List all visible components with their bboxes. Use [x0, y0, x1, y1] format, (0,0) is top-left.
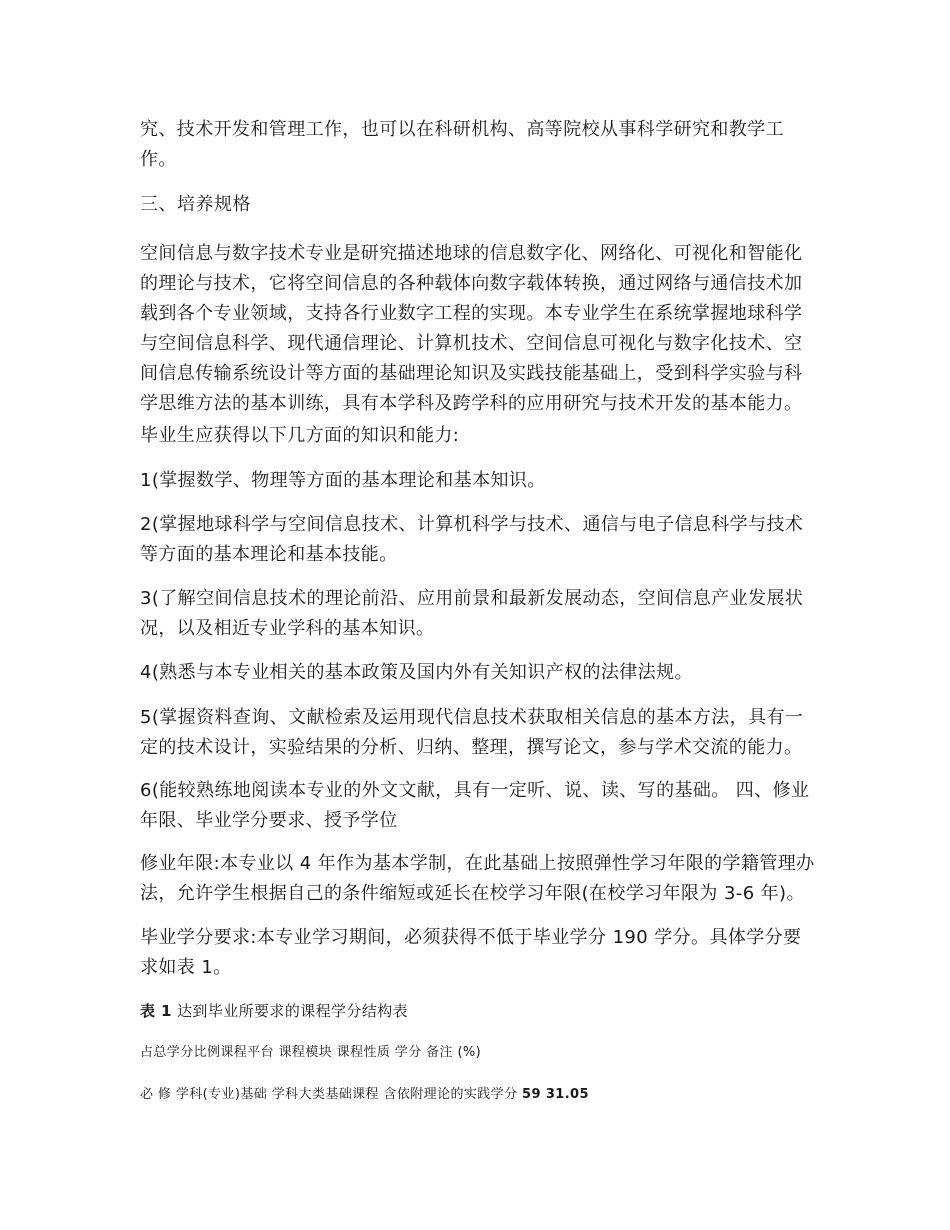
table-1-row-1-text: 必 修 学科(专业)基础 学科大类基础课程 含依附理论的实践学分 [140, 1087, 523, 1102]
table-1-caption-text: 达到毕业所要求的课程学分结构表 [171, 1002, 409, 1020]
table-1-row-1-values: 59 31.05 [522, 1087, 589, 1102]
section-4-title: 四、修业年限、毕业学分要求、授予学位 [140, 780, 810, 831]
ability-item-1: 1(掌握数学、物理等方面的基本理论和基本知识。 [140, 470, 546, 491]
credits-paragraph: 毕业学分要求:本专业学习期间，必须获得不低于毕业学分 190 学分。具体学分要求如表 1。 [140, 927, 802, 978]
spec-body-paragraph: 空间信息与数字技术专业是研究描述地球的信息数字化、网络化、可视化和智能化的理论与技术，它将空间信息的各种载体向数字载体转换，通过网络与通信技术加载到各个专业领域，支持各行业数字工程的实现。本专业学生在系统掌握地球科学与空间信息科学、现代通信理论、计算机技术、空间信息可视化与数字化技术、空间信息传输系统设计等方面的基础理论知识及实践技能基础上，受到科学实验与科学思维方法的基本训练，具有本学科及跨学科的应用研究与技术开发的基本能力。 [140, 243, 803, 414]
section-3-title: 三、培养规格 [140, 194, 251, 215]
abilities-intro: 毕业生应获得以下几方面的知识和能力: [140, 425, 460, 446]
duration-paragraph: 修业年限:本专业以 4 年作为基本学制，在此基础上按照弹性学习年限的学籍管理办法，允许学生根据自己的条件缩短或延长在校学习年限(在校学习年限为 3-6 年)。 [140, 853, 815, 904]
intro-tail-paragraph: 究、技术开发和管理工作，也可以在科研机构、高等院校从事科学研究和教学工作。 [140, 119, 784, 170]
table-1-caption [140, 999, 408, 1023]
ability-item-5: 5(掌握资料查询、文献检索及运用现代信息技术获取相关信息的基本方法，具有一定的技术设计，实验结果的分析、归纳、整理，撰写论文，参与学术交流的能力。 [140, 707, 804, 758]
ability-item-3: 3(了解空间信息技术的理论前沿、应用前景和最新发展动态，空间信息产业发展状况，以及相近专业学科的基本知识。 [140, 588, 804, 639]
ability-item-4: 4(熟悉与本专业相关的基本政策及国内外有关知识产权的法律法规。 [140, 662, 693, 683]
ability-item-6-with-section-4 [140, 776, 815, 836]
table-1-header-line: 占总学分比例课程平台 课程模块 课程性质 学分 备注 (%) [140, 1045, 482, 1060]
ability-item-2: 2(掌握地球科学与空间信息技术、计算机科学与技术、通信与电子信息科学与技术等方面的基本理论和基本技能。 [140, 514, 804, 565]
table-1-row-1 [140, 1084, 589, 1106]
ability-item-6: 6(能较熟练地阅读本专业的外文文献，具有一定听、说、读、写的基础。 [140, 780, 730, 801]
table-1-label: 表 1 [140, 1002, 172, 1020]
